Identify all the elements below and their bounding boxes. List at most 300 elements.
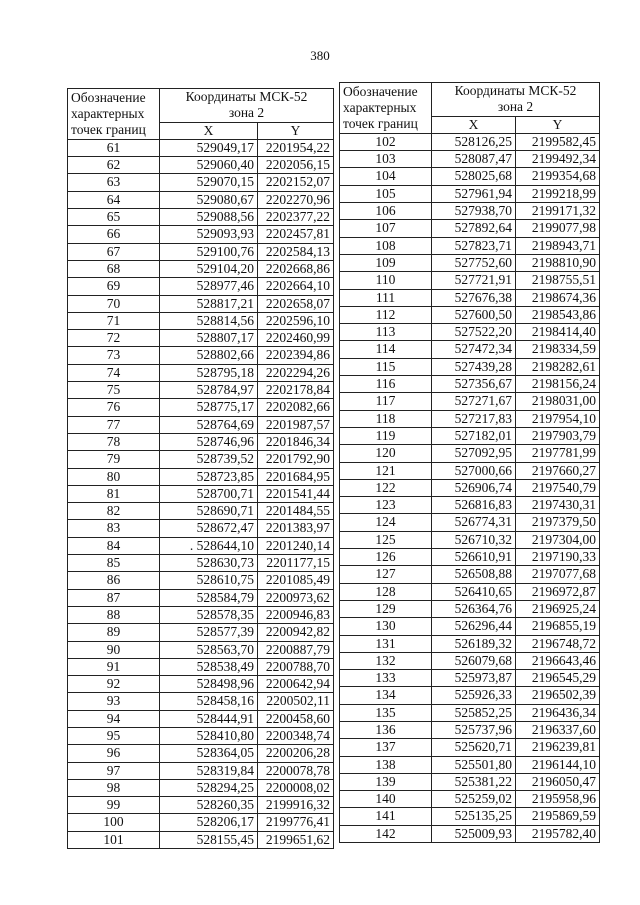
table-row: [68, 485, 334, 502]
point-number: 110: [340, 272, 432, 289]
y-coordinate: 2198810,90: [516, 254, 600, 271]
point-number: 80: [68, 468, 160, 485]
coordinates-header: Координаты МСК-52 зона 2: [160, 89, 334, 123]
point-number: 102: [340, 133, 432, 150]
point-number: 112: [340, 306, 432, 323]
point-number: 127: [340, 566, 432, 583]
y-coordinate: 2196239,81: [516, 739, 600, 756]
point-number: 96: [68, 745, 160, 762]
x-column-header: X: [432, 116, 516, 133]
y-coordinate: 2199582,45: [516, 133, 600, 150]
table-row: [68, 382, 334, 399]
point-number: 100: [68, 814, 160, 831]
y-coordinate: 2199171,32: [516, 203, 600, 220]
table-row: [340, 324, 600, 341]
x-coordinate: 527472,34: [432, 341, 516, 358]
table-row: [340, 479, 600, 496]
y-coordinate: 2196144,10: [516, 756, 600, 773]
y-coordinate: 2201684,95: [258, 468, 334, 485]
point-number: 107: [340, 220, 432, 237]
y-coordinate: 2197304,00: [516, 531, 600, 548]
y-coordinate: 2201484,55: [258, 503, 334, 520]
x-coordinate: 526189,32: [432, 635, 516, 652]
x-coordinate: 528700,71: [160, 485, 258, 502]
y-coordinate: 2201383,97: [258, 520, 334, 537]
y-coordinate: 2196050,47: [516, 773, 600, 790]
y-coordinate: 2202294,26: [258, 364, 334, 381]
x-coordinate: 528410,80: [160, 727, 258, 744]
x-coordinate: 526610,91: [432, 549, 516, 566]
x-coordinate: 528563,70: [160, 641, 258, 658]
y-coordinate: 2202394,86: [258, 347, 334, 364]
table-row: [340, 756, 600, 773]
point-number: 62: [68, 157, 160, 174]
table-row: [68, 710, 334, 727]
table-row: [68, 676, 334, 693]
point-number: 95: [68, 727, 160, 744]
table-row: [68, 572, 334, 589]
table-row: [340, 376, 600, 393]
x-coordinate: 527938,70: [432, 203, 516, 220]
table-row: [68, 139, 334, 156]
y-coordinate: 2196925,24: [516, 600, 600, 617]
point-number: 83: [68, 520, 160, 537]
point-number: 82: [68, 503, 160, 520]
x-column-header: X: [160, 122, 258, 139]
point-number: 116: [340, 376, 432, 393]
point-number: 136: [340, 721, 432, 738]
table-row: [340, 791, 600, 808]
table-row: [340, 583, 600, 600]
y-coordinate: 2201085,49: [258, 572, 334, 589]
x-coordinate: 528498,96: [160, 676, 258, 693]
y-coordinate: 2202664,10: [258, 278, 334, 295]
table-row: [340, 410, 600, 427]
x-coordinate: 528126,25: [432, 133, 516, 150]
x-coordinate: 529100,76: [160, 243, 258, 260]
y-coordinate: 2199218,99: [516, 185, 600, 202]
x-coordinate: 525926,33: [432, 687, 516, 704]
point-number: 103: [340, 151, 432, 168]
table-row: [68, 589, 334, 606]
table-row: [68, 451, 334, 468]
x-coordinate: 526508,88: [432, 566, 516, 583]
x-coordinate: 526410,65: [432, 583, 516, 600]
table-row: [68, 745, 334, 762]
x-coordinate: 525009,93: [432, 825, 516, 842]
table-row: [68, 157, 334, 174]
point-number: 124: [340, 514, 432, 531]
y-coordinate: 2196643,46: [516, 652, 600, 669]
point-number: 105: [340, 185, 432, 202]
table-row: [340, 185, 600, 202]
y-coordinate: 2202584,13: [258, 243, 334, 260]
x-coordinate: 529049,17: [160, 139, 258, 156]
x-coordinate: 527961,94: [432, 185, 516, 202]
x-coordinate: 528578,35: [160, 606, 258, 623]
point-number: 89: [68, 624, 160, 641]
x-coordinate: 525852,25: [432, 704, 516, 721]
table-row: [68, 727, 334, 744]
table-row: [68, 209, 334, 226]
table-row: [340, 427, 600, 444]
point-number: 132: [340, 652, 432, 669]
table-row: [68, 797, 334, 814]
point-number: 94: [68, 710, 160, 727]
x-coordinate: 528444,91: [160, 710, 258, 727]
point-number: 90: [68, 641, 160, 658]
x-coordinate: 527752,60: [432, 254, 516, 271]
table-row: [340, 670, 600, 687]
y-coordinate: 2198674,36: [516, 289, 600, 306]
y-coordinate: 2200642,94: [258, 676, 334, 693]
y-coordinate: 2202152,07: [258, 174, 334, 191]
y-coordinate: 2196855,19: [516, 618, 600, 635]
x-coordinate: 527676,38: [432, 289, 516, 306]
table-row: [340, 687, 600, 704]
table-row: [68, 641, 334, 658]
point-number: 63: [68, 174, 160, 191]
x-coordinate: 528690,71: [160, 503, 258, 520]
table-row: [68, 364, 334, 381]
y-coordinate: 2201954,22: [258, 139, 334, 156]
right-table-body: [340, 133, 600, 842]
point-number: 85: [68, 555, 160, 572]
table-row: [340, 808, 600, 825]
y-coordinate: 2198543,86: [516, 306, 600, 323]
y-column-header: Y: [258, 122, 334, 139]
point-number: 113: [340, 324, 432, 341]
table-row: [340, 531, 600, 548]
y-coordinate: 2197430,31: [516, 497, 600, 514]
y-coordinate: 2202377,22: [258, 209, 334, 226]
table-row: [68, 226, 334, 243]
table-row: [340, 306, 600, 323]
y-coordinate: 2199354,68: [516, 168, 600, 185]
coordinates-table-right: [339, 82, 600, 843]
y-coordinate: 2197190,33: [516, 549, 600, 566]
table-row: [68, 433, 334, 450]
table-row: [340, 514, 600, 531]
table-row: [340, 237, 600, 254]
table-row: [340, 203, 600, 220]
point-number: 92: [68, 676, 160, 693]
x-coordinate: 528610,75: [160, 572, 258, 589]
x-coordinate: 527439,28: [432, 358, 516, 375]
point-number: 74: [68, 364, 160, 381]
point-number: 75: [68, 382, 160, 399]
table-row: [340, 445, 600, 462]
y-coordinate: 2196748,72: [516, 635, 600, 652]
table-row: [340, 549, 600, 566]
table-row: [340, 497, 600, 514]
coordinates-header: Координаты МСК-52 зона 2: [432, 83, 600, 117]
left-table-body: [68, 139, 334, 848]
table-row: [340, 289, 600, 306]
y-coordinate: 2197954,10: [516, 410, 600, 427]
x-coordinate: 528025,68: [432, 168, 516, 185]
point-number: 134: [340, 687, 432, 704]
point-number: 76: [68, 399, 160, 416]
point-number: 129: [340, 600, 432, 617]
table-row: [68, 468, 334, 485]
point-number: 67: [68, 243, 160, 260]
point-number: 98: [68, 779, 160, 796]
x-coordinate: 526816,83: [432, 497, 516, 514]
y-coordinate: 2197903,79: [516, 427, 600, 444]
table-row: [68, 295, 334, 312]
y-coordinate: 2200206,28: [258, 745, 334, 762]
x-coordinate: 528155,45: [160, 831, 258, 848]
table-row: [68, 312, 334, 329]
point-number: 142: [340, 825, 432, 842]
table-row: [68, 779, 334, 796]
table-row: [340, 254, 600, 271]
y-coordinate: 2196436,34: [516, 704, 600, 721]
y-coordinate: 2202082,66: [258, 399, 334, 416]
point-number: 93: [68, 693, 160, 710]
y-coordinate: 2200348,74: [258, 727, 334, 744]
point-number: 120: [340, 445, 432, 462]
y-coordinate: 2200458,60: [258, 710, 334, 727]
x-coordinate: 528630,73: [160, 555, 258, 572]
x-coordinate: 529088,56: [160, 209, 258, 226]
point-number: 66: [68, 226, 160, 243]
point-number: 130: [340, 618, 432, 635]
table-row: [340, 600, 600, 617]
point-number: 104: [340, 168, 432, 185]
y-coordinate: 2200008,02: [258, 779, 334, 796]
table-row: [340, 358, 600, 375]
y-coordinate: 2198755,51: [516, 272, 600, 289]
point-number: 141: [340, 808, 432, 825]
x-coordinate: 528294,25: [160, 779, 258, 796]
x-coordinate: 527823,71: [432, 237, 516, 254]
table-row: [340, 272, 600, 289]
table-row: [68, 347, 334, 364]
x-coordinate: 527721,91: [432, 272, 516, 289]
x-coordinate: 528364,05: [160, 745, 258, 762]
x-coordinate: 529060,40: [160, 157, 258, 174]
x-coordinate: 526296,44: [432, 618, 516, 635]
y-coordinate: 2197540,79: [516, 479, 600, 496]
point-number: 61: [68, 139, 160, 156]
point-number: 70: [68, 295, 160, 312]
table-row: [340, 462, 600, 479]
y-coordinate: 2199916,32: [258, 797, 334, 814]
point-number: 88: [68, 606, 160, 623]
table-row: [68, 606, 334, 623]
point-number: 126: [340, 549, 432, 566]
y-coordinate: 2201987,57: [258, 416, 334, 433]
point-number: 81: [68, 485, 160, 502]
point-number: 97: [68, 762, 160, 779]
x-coordinate: 527892,64: [432, 220, 516, 237]
x-coordinate: 526774,31: [432, 514, 516, 531]
y-coordinate: 2195782,40: [516, 825, 600, 842]
table-row: [68, 555, 334, 572]
table-row: [68, 537, 334, 554]
x-coordinate: 528775,17: [160, 399, 258, 416]
table-row: [340, 168, 600, 185]
table-row: [340, 220, 600, 237]
x-coordinate: 527092,95: [432, 445, 516, 462]
y-coordinate: 2199077,98: [516, 220, 600, 237]
x-coordinate: 525135,25: [432, 808, 516, 825]
point-number: 72: [68, 330, 160, 347]
x-coordinate: 528087,47: [432, 151, 516, 168]
x-coordinate: 526079,68: [432, 652, 516, 669]
y-coordinate: 2200078,78: [258, 762, 334, 779]
x-coordinate: 525501,80: [432, 756, 516, 773]
y-coordinate: 2198414,40: [516, 324, 600, 341]
point-number: 114: [340, 341, 432, 358]
x-coordinate: 528584,79: [160, 589, 258, 606]
point-number: 78: [68, 433, 160, 450]
y-coordinate: 2197781,99: [516, 445, 600, 462]
table-row: [340, 133, 600, 150]
x-coordinate: 528319,84: [160, 762, 258, 779]
table-row: [68, 416, 334, 433]
x-coordinate: 528802,66: [160, 347, 258, 364]
y-coordinate: 2202668,86: [258, 260, 334, 277]
table-row: [68, 814, 334, 831]
table-row: [68, 243, 334, 260]
x-coordinate: 528977,46: [160, 278, 258, 295]
y-column-header: Y: [516, 116, 600, 133]
point-number: 65: [68, 209, 160, 226]
y-coordinate: 2202460,99: [258, 330, 334, 347]
x-coordinate: 529104,20: [160, 260, 258, 277]
point-number: 137: [340, 739, 432, 756]
point-number: 119: [340, 427, 432, 444]
table-row: [68, 278, 334, 295]
y-coordinate: 2197379,50: [516, 514, 600, 531]
point-number: 131: [340, 635, 432, 652]
point-number: 77: [68, 416, 160, 433]
y-coordinate: 2197077,68: [516, 566, 600, 583]
y-coordinate: 2196545,29: [516, 670, 600, 687]
table-row: [340, 739, 600, 756]
point-number: 117: [340, 393, 432, 410]
table-row: [68, 174, 334, 191]
x-coordinate: 526906,74: [432, 479, 516, 496]
y-coordinate: 2200502,11: [258, 693, 334, 710]
table-row: [68, 260, 334, 277]
point-number: 138: [340, 756, 432, 773]
point-number: 101: [68, 831, 160, 848]
y-coordinate: 2195958,96: [516, 791, 600, 808]
point-number: 140: [340, 791, 432, 808]
y-coordinate: 2198156,24: [516, 376, 600, 393]
table-row: [340, 704, 600, 721]
table-row: [340, 652, 600, 669]
y-coordinate: 2202658,07: [258, 295, 334, 312]
y-coordinate: 2202596,10: [258, 312, 334, 329]
table-row: [68, 520, 334, 537]
table-row: [68, 693, 334, 710]
y-coordinate: 2198031,00: [516, 393, 600, 410]
point-number: 69: [68, 278, 160, 295]
y-coordinate: 2196502,39: [516, 687, 600, 704]
y-coordinate: 2196337,60: [516, 721, 600, 738]
table-row: [340, 618, 600, 635]
table-row: [340, 566, 600, 583]
y-coordinate: 2202056,15: [258, 157, 334, 174]
y-coordinate: 2197660,27: [516, 462, 600, 479]
table-row: [68, 191, 334, 208]
y-coordinate: 2202457,81: [258, 226, 334, 243]
page-number: 380: [310, 48, 330, 63]
point-number: 79: [68, 451, 160, 468]
table-row: [340, 151, 600, 168]
y-coordinate: 2202270,96: [258, 191, 334, 208]
table-row: [340, 825, 600, 842]
x-coordinate: 528814,56: [160, 312, 258, 329]
x-coordinate: 529070,15: [160, 174, 258, 191]
x-coordinate: 528577,39: [160, 624, 258, 641]
point-number: 121: [340, 462, 432, 479]
table-row: [340, 635, 600, 652]
table-row: [340, 721, 600, 738]
point-number: 135: [340, 704, 432, 721]
x-coordinate: 528795,18: [160, 364, 258, 381]
table-row: [340, 773, 600, 790]
y-coordinate: 2200973,62: [258, 589, 334, 606]
x-coordinate: 527271,67: [432, 393, 516, 410]
x-coordinate: 528260,35: [160, 797, 258, 814]
y-coordinate: 2196972,87: [516, 583, 600, 600]
designation-header: Обозначение характерных точек границ: [68, 89, 160, 140]
point-number: 106: [340, 203, 432, 220]
x-coordinate: 527000,66: [432, 462, 516, 479]
y-coordinate: 2201177,15: [258, 555, 334, 572]
x-coordinate: 528746,96: [160, 433, 258, 450]
y-coordinate: 2195869,59: [516, 808, 600, 825]
point-number: 133: [340, 670, 432, 687]
point-number: 115: [340, 358, 432, 375]
x-coordinate: 526364,76: [432, 600, 516, 617]
y-coordinate: 2198334,59: [516, 341, 600, 358]
x-coordinate: 525381,22: [432, 773, 516, 790]
designation-header: Обозначение характерных точек границ: [340, 83, 432, 134]
point-number: 86: [68, 572, 160, 589]
x-coordinate: 528672,47: [160, 520, 258, 537]
table-row: [68, 762, 334, 779]
x-coordinate: 528764,69: [160, 416, 258, 433]
point-number: 125: [340, 531, 432, 548]
y-coordinate: 2200887,79: [258, 641, 334, 658]
y-coordinate: 2200788,70: [258, 658, 334, 675]
x-coordinate: 528817,21: [160, 295, 258, 312]
x-coordinate: 526710,32: [432, 531, 516, 548]
x-coordinate: 528206,17: [160, 814, 258, 831]
x-coordinate: 528458,16: [160, 693, 258, 710]
point-number: 84: [68, 537, 160, 554]
point-number: 122: [340, 479, 432, 496]
coordinates-table-left: [67, 88, 334, 849]
table-row: [340, 393, 600, 410]
y-coordinate: 2199492,34: [516, 151, 600, 168]
x-coordinate: 525973,87: [432, 670, 516, 687]
point-number: 99: [68, 797, 160, 814]
x-coordinate: 528807,17: [160, 330, 258, 347]
x-coordinate: 528723,85: [160, 468, 258, 485]
y-coordinate: 2201240,14: [258, 537, 334, 554]
y-coordinate: 2201792,90: [258, 451, 334, 468]
y-coordinate: 2199776,41: [258, 814, 334, 831]
y-coordinate: 2200942,82: [258, 624, 334, 641]
